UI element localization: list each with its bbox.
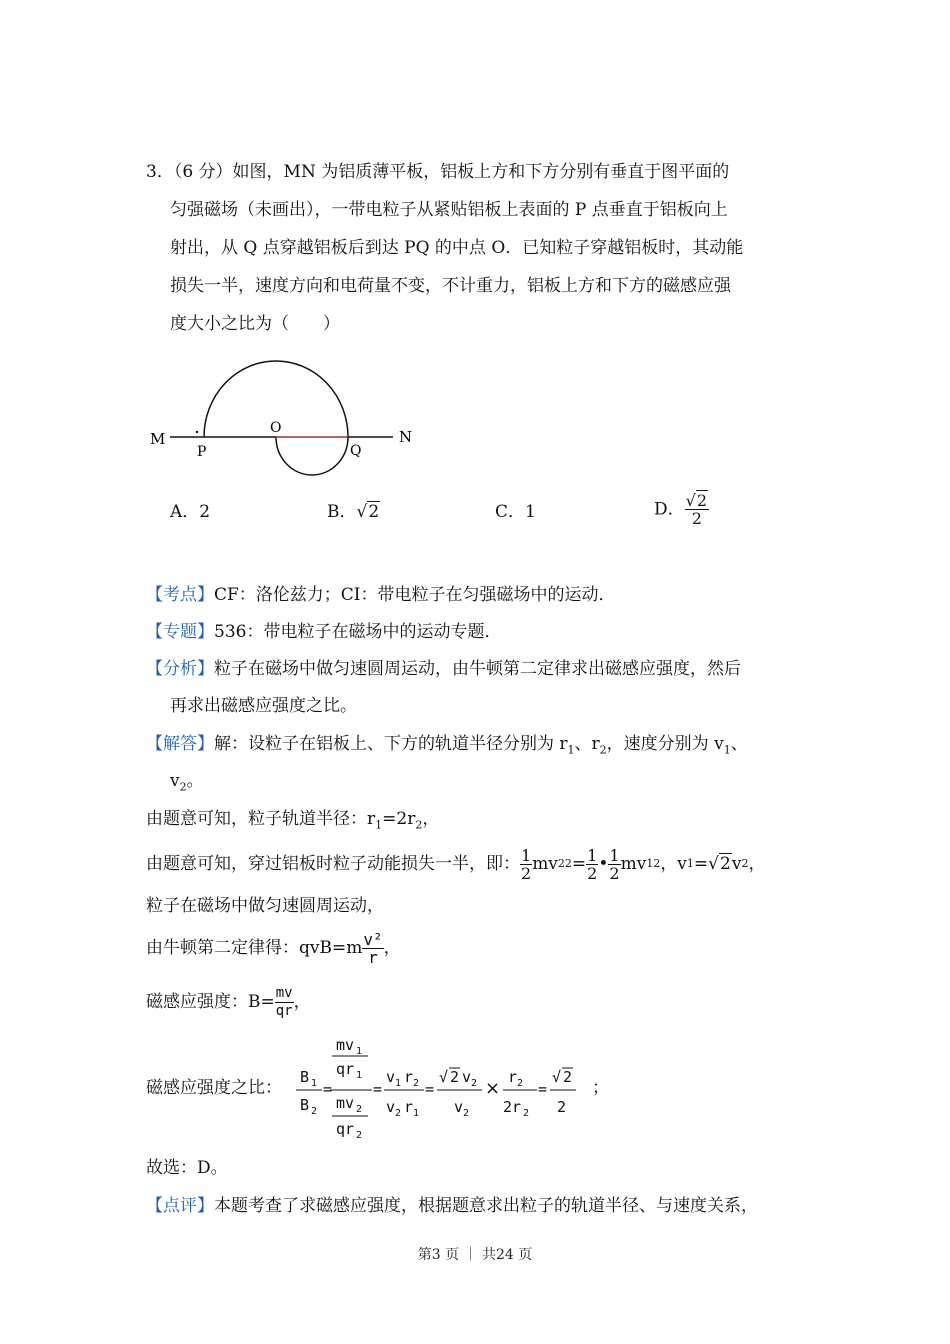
svg-text:qr: qr xyxy=(336,1120,355,1138)
sqrt-symbol: √2 xyxy=(708,854,731,874)
svg-text:2: 2 xyxy=(413,1078,420,1089)
svg-text:2: 2 xyxy=(557,1098,567,1116)
label-m: M xyxy=(150,430,166,448)
field-text: 磁感应强度：B= xyxy=(146,992,275,1012)
svg-text:v: v xyxy=(386,1068,396,1086)
svg-text:v: v xyxy=(454,1098,464,1116)
svg-text:mv: mv xyxy=(336,1094,355,1112)
svg-text:v: v xyxy=(386,1098,396,1116)
svg-text:B: B xyxy=(300,1096,310,1114)
field-den: qr xyxy=(275,1002,293,1019)
option-d-label: D． xyxy=(654,499,685,520)
option-d-radicand: 2 xyxy=(696,491,708,510)
half-fraction: $\frac{1}{2}$ xyxy=(521,845,532,883)
option-b-radicand: 2 xyxy=(368,502,380,522)
svg-text:2: 2 xyxy=(356,1104,363,1115)
svg-text:√: √ xyxy=(552,1068,562,1086)
svg-text:2: 2 xyxy=(450,1068,460,1086)
svg-text:2: 2 xyxy=(523,1108,530,1119)
jieda-tag: 【解答】 xyxy=(146,734,214,754)
question-line-2: 匀强磁场（未画出），一带电粒子从紧贴铝板上表面的 P 点垂直于铝板向上 xyxy=(170,200,728,220)
label-q: Q xyxy=(350,443,362,459)
ratio-equation xyxy=(292,1030,602,1148)
energy-v1-eq: = xyxy=(693,854,709,874)
option-d-fraction xyxy=(685,492,709,527)
energy-v2: v xyxy=(731,854,742,874)
energy-radicand: 2 xyxy=(720,854,731,874)
ratio-end: ； xyxy=(592,1078,609,1098)
energy-dot: • xyxy=(598,854,609,874)
page-footer: 第3 页 ｜ 共24 页 xyxy=(417,1247,533,1263)
ratio-label: 磁感应强度之比： xyxy=(146,1078,282,1098)
jieda-period: 。 xyxy=(186,771,204,791)
energy-mv: mv xyxy=(532,854,558,874)
kaodian-row xyxy=(146,585,616,605)
question-line-3: 射出，从 Q 点穿越铝板后到达 PQ 的中点 O．已知粒子穿越铝板时，其动能 xyxy=(170,238,744,258)
svg-text:1: 1 xyxy=(356,1070,363,1081)
fenxi-tag: 【分析】 xyxy=(146,659,214,679)
half-fraction-3: $\frac{1}{2}$ xyxy=(609,845,620,883)
answer-choice: 故选：D。 xyxy=(146,1158,228,1178)
jieda-row-2: $v_2$。 xyxy=(170,771,204,794)
field-num: mv xyxy=(275,984,293,1001)
energy-text: 由题意可知，穿过铝板时粒子动能损失一半，即： xyxy=(146,854,520,874)
jieda-text: 解：设粒子在铝板上、下方的轨道半径分别为 r xyxy=(214,734,568,754)
label-p: P xyxy=(197,444,207,460)
svg-text:=: = xyxy=(373,1080,383,1098)
svg-text:1: 1 xyxy=(413,1108,420,1119)
question-line-1: 3．（6 分）如图，MN 为铝质薄平板，铝板上方和下方分别有垂直于图平面的 xyxy=(146,162,730,182)
option-a: A．2 xyxy=(170,502,211,522)
option-d xyxy=(654,492,709,527)
point-dot xyxy=(196,431,198,433)
radius-row: 由题意可知，粒子轨道半径：$r_1=2r_2$， xyxy=(146,809,440,832)
newton-num: v² xyxy=(363,929,383,949)
jieda-row: 【解答】解：设粒子在铝板上、下方的轨道半径分别为 $r_1$、$r_2$，速度分别为 $v_1$、 xyxy=(146,734,748,757)
zhuanti-text: 536：带电粒子在磁场中的运动专题． xyxy=(214,622,502,642)
svg-text:1: 1 xyxy=(311,1078,318,1089)
zhuanti-tag: 【专题】 xyxy=(146,622,214,642)
trajectory-diagram xyxy=(140,352,430,482)
newton-den: r xyxy=(368,947,378,967)
kaodian-tag: 【考点】 xyxy=(146,585,214,605)
jieda-v2: v xyxy=(170,771,180,791)
svg-text:2: 2 xyxy=(395,1108,402,1119)
half-fraction-2: $\frac{1}{2}$ xyxy=(587,845,598,883)
lower-arc xyxy=(276,437,348,475)
energy-row: 由题意可知，穿过铝板时粒子动能损失一半，即： $\frac{1}{2}$ mv 2 2 = $\frac{1}{2}$ • $\frac{1}{2}$ mv 1 2 ，v 1 = √2 v 2 ， xyxy=(146,845,766,883)
radius-end: ， xyxy=(422,809,440,829)
option-c: C．1 xyxy=(495,502,536,522)
svg-text:2: 2 xyxy=(517,1078,524,1089)
fenxi-text-2: 再求出磁感应强度之比。 xyxy=(170,696,357,716)
option-b xyxy=(327,502,380,522)
motion-line: 粒子在磁场中做匀速圆周运动， xyxy=(146,896,384,916)
newton-row xyxy=(146,926,401,970)
jieda-text-v1: ，速度分别为 v xyxy=(606,734,724,754)
svg-text:B: B xyxy=(300,1068,310,1086)
svg-text:2: 2 xyxy=(471,1078,478,1089)
fenxi-row xyxy=(146,659,741,679)
svg-text:2: 2 xyxy=(463,1108,470,1119)
dianping-row xyxy=(146,1196,758,1216)
newton-text: 由牛顿第二定律得：qvB=m xyxy=(146,938,363,958)
kaodian-text: CF：洛伦兹力；CI：带电粒子在匀强磁场中的运动． xyxy=(214,585,616,605)
jieda-text-sep: 、 xyxy=(730,734,748,754)
svg-text:r: r xyxy=(508,1068,518,1086)
label-o: O xyxy=(270,420,282,436)
svg-text:2r: 2r xyxy=(503,1098,522,1116)
energy-equals: = xyxy=(571,854,587,874)
sqrt-symbol: √2 xyxy=(685,491,708,510)
label-n: N xyxy=(399,428,413,446)
svg-text:=: = xyxy=(323,1080,333,1098)
option-d-denominator: 2 xyxy=(691,509,702,528)
field-fraction xyxy=(275,985,294,1020)
radius-text: 由题意可知，粒子轨道半径：r xyxy=(146,809,376,829)
svg-text:=: = xyxy=(538,1080,548,1098)
radius-eq: =2r xyxy=(382,809,416,829)
svg-text:1: 1 xyxy=(356,1046,363,1057)
newton-end: ， xyxy=(383,938,401,958)
field-row xyxy=(146,982,311,1022)
svg-text:1: 1 xyxy=(395,1078,402,1089)
svg-text:r: r xyxy=(404,1098,414,1116)
zhuanti-row xyxy=(146,622,501,642)
question-line-5: 度大小之比为（ ） xyxy=(170,314,340,334)
svg-text:=: = xyxy=(425,1080,435,1098)
dianping-text: 本题考查了求磁感应强度，根据题意求出粒子的轨道半径、与速度关系， xyxy=(214,1196,758,1216)
fenxi-text-1: 粒子在磁场中做匀速圆周运动，由牛顿第二定律求出磁感应强度，然后 xyxy=(214,659,741,679)
newton-fraction xyxy=(362,931,383,966)
svg-text:mv: mv xyxy=(336,1036,355,1054)
svg-text:v: v xyxy=(462,1068,472,1086)
svg-text:×: × xyxy=(485,1078,501,1099)
svg-text:√: √ xyxy=(439,1068,449,1086)
svg-text:2: 2 xyxy=(311,1106,318,1117)
svg-text:r: r xyxy=(404,1068,414,1086)
dianping-tag: 【点评】 xyxy=(146,1196,214,1216)
svg-text:2: 2 xyxy=(356,1130,363,1141)
jieda-text-r2: 、r xyxy=(574,734,600,754)
energy-mv1: mv xyxy=(620,854,647,874)
svg-text:qr: qr xyxy=(336,1060,355,1078)
energy-v1: ，v xyxy=(660,854,687,874)
option-b-label: B． xyxy=(327,502,357,522)
question-line-4: 损失一半，速度方向和电荷量不变，不计重力，铝板上方和下方的磁感应强 xyxy=(170,276,731,296)
svg-text:2: 2 xyxy=(563,1068,573,1086)
field-end: ， xyxy=(293,992,311,1012)
energy-end: ， xyxy=(748,854,766,874)
sqrt-symbol: √2 xyxy=(356,502,380,522)
